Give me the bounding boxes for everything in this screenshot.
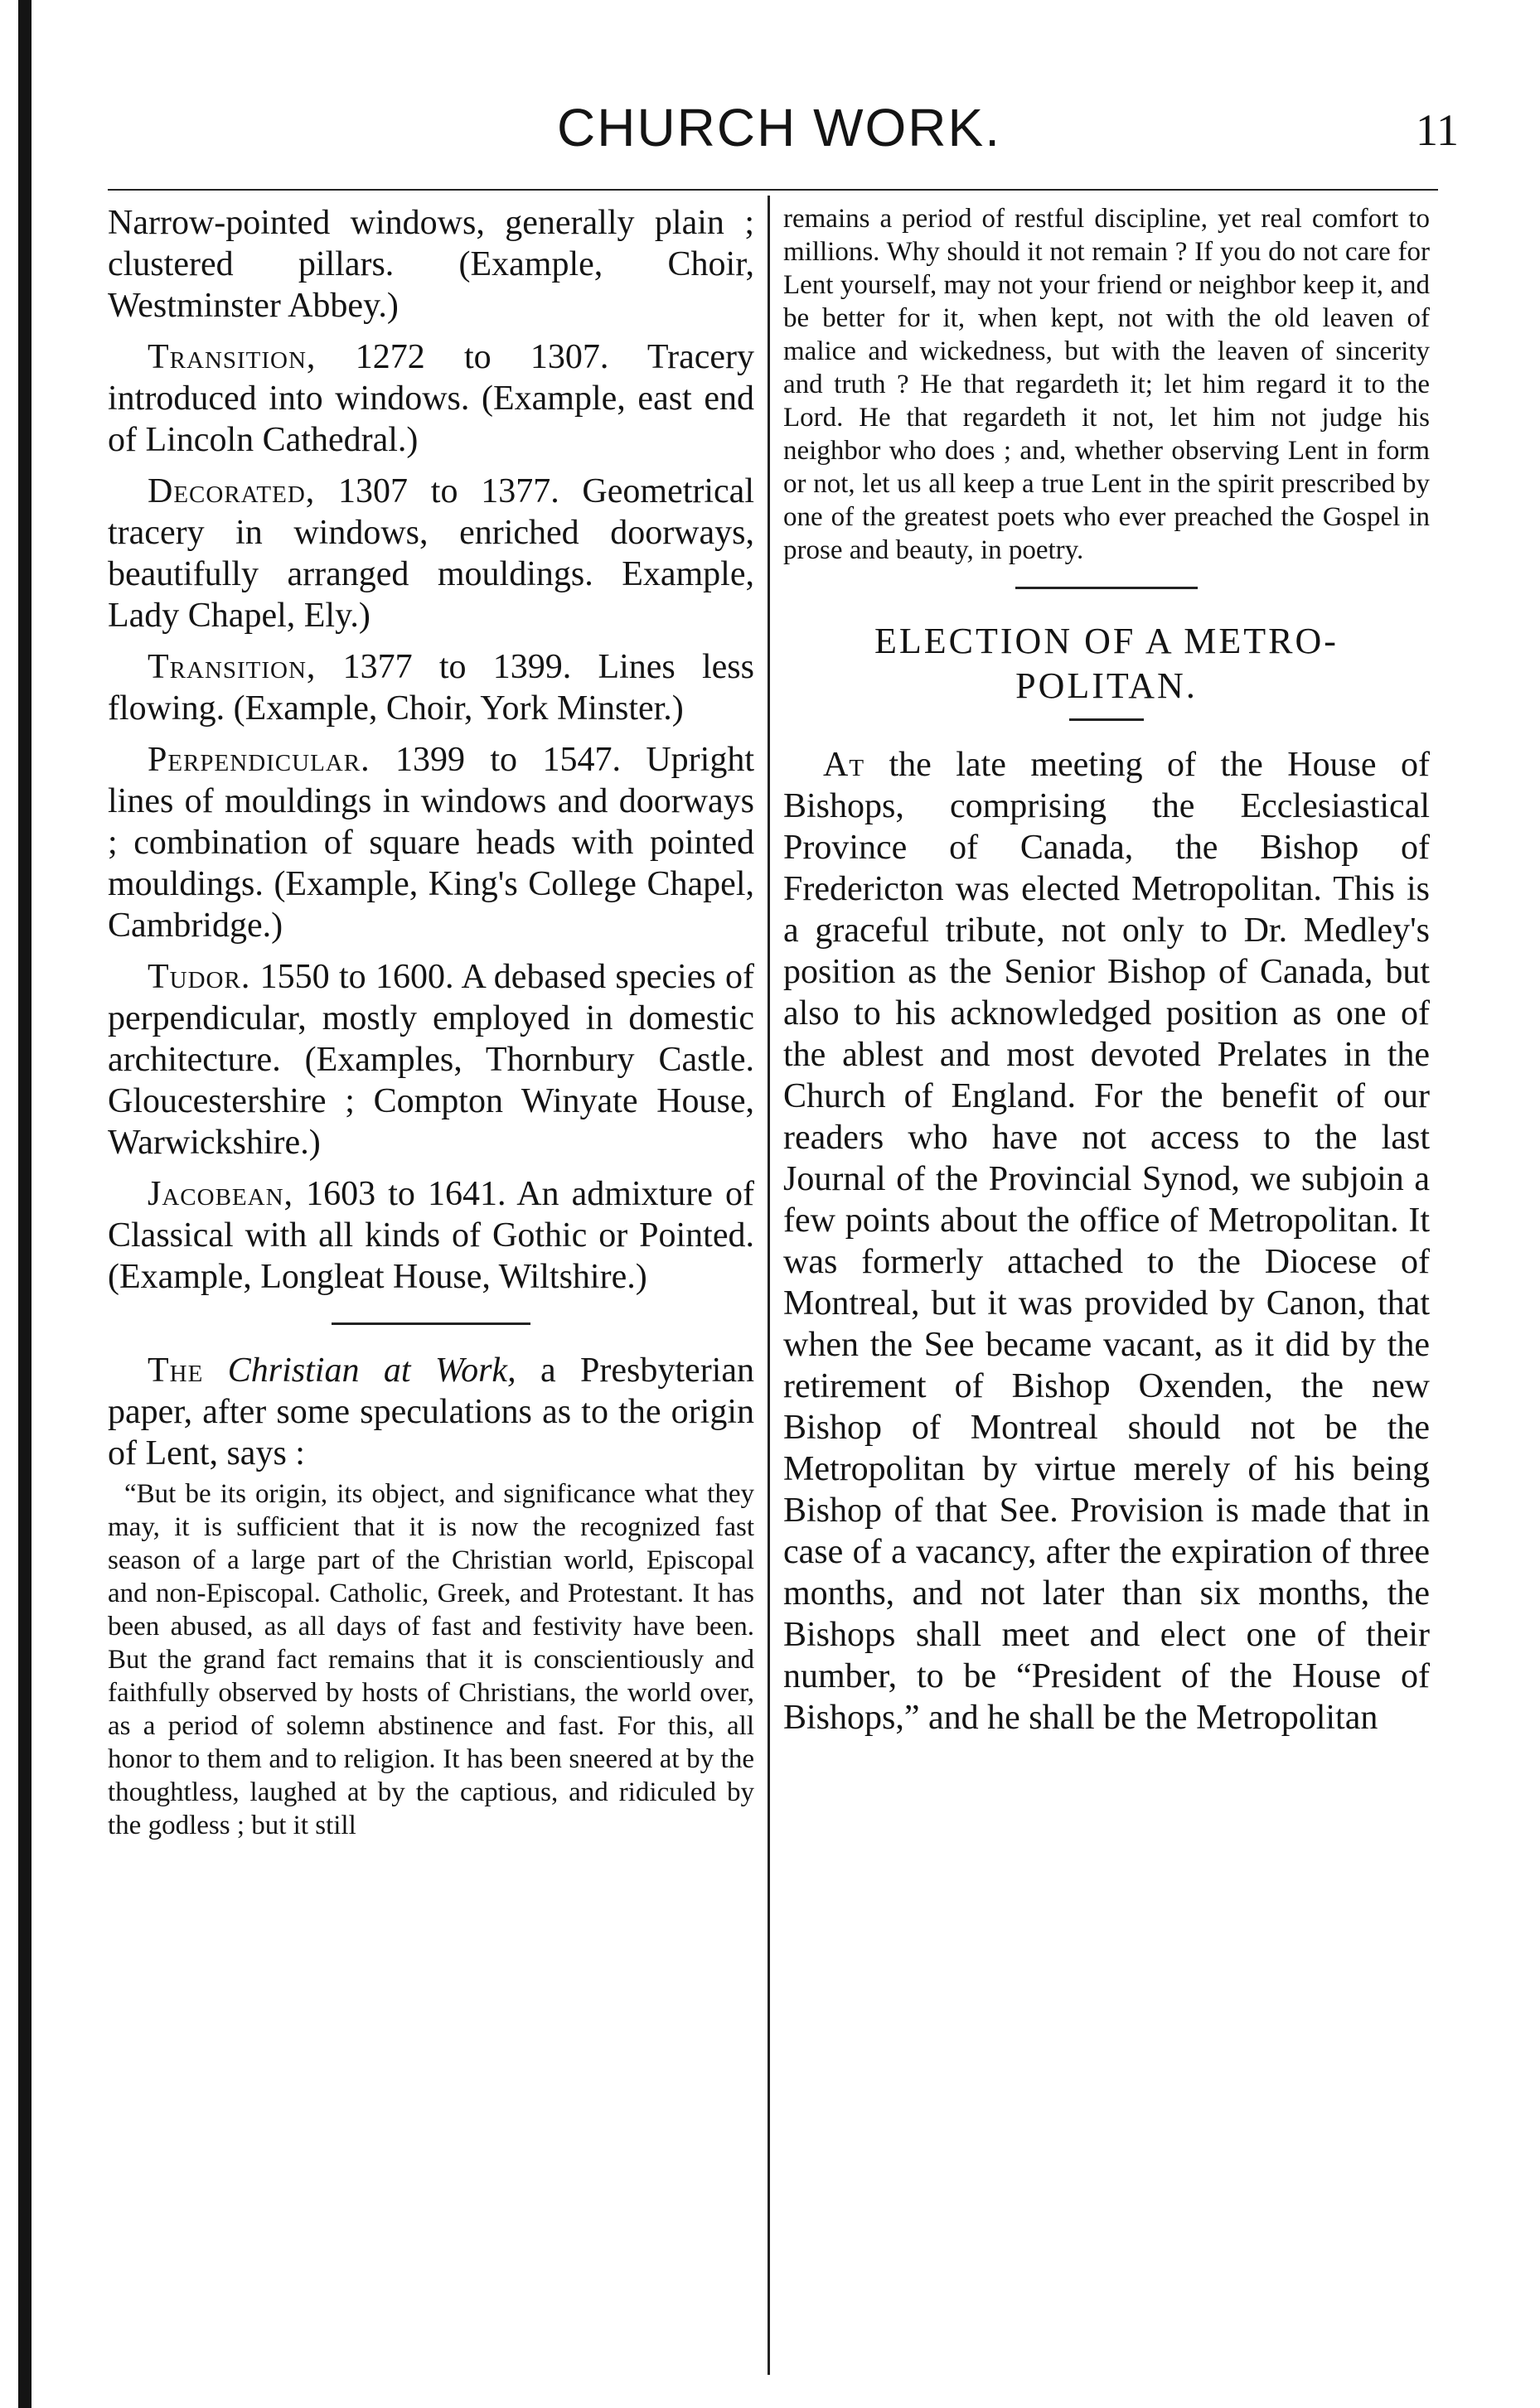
style-entry-perpendicular xyxy=(108,739,754,946)
header-rule xyxy=(108,189,1438,191)
running-head: CHURCH WORK. xyxy=(557,98,1001,157)
periodical-title: Christian at Work, xyxy=(227,1351,516,1390)
section-separator xyxy=(1015,587,1198,589)
style-entry-decorated xyxy=(108,471,754,636)
style-entry-jacobean xyxy=(108,1173,754,1298)
entry-label: Decorated, xyxy=(148,472,316,510)
entry-label: Transition, xyxy=(148,648,317,686)
style-entry-transition-2 xyxy=(108,646,754,729)
entry-text: 1603 to 1641. An admixture of Classical with all kinds of Gothic or Pointed. (Example, Longleat House, Wiltshire.) xyxy=(108,1175,754,1296)
entry-text: 1399 to 1547. Upright lines of mouldings in windows and doorways ; combination of square heads with pointed mouldings. (Example, King's College Chapel, Cambridge.) xyxy=(108,741,754,945)
left-column xyxy=(108,202,754,1842)
entry-text: 1550 to 1600. A debased species of perpendicular, mostly employed in domestic architecture. (Examples, Thornbury Castle. Gloucestershire ; Compton Winyate House, Warwickshire.) xyxy=(108,958,754,1162)
intro-text: a Presbyterian paper, after some speculations as to the origin of Lent, says : xyxy=(108,1351,754,1472)
christian-at-work-intro xyxy=(108,1350,754,1474)
entry-label: Jacobean, xyxy=(148,1175,294,1213)
style-entry-tudor xyxy=(108,956,754,1163)
entry-label: Perpendicular. xyxy=(148,741,370,779)
section-title xyxy=(783,619,1430,708)
column-divider xyxy=(768,196,770,2375)
intro-paragraph: Narrow-pointed windows, generally plain ; clustered pillars. (Example, Choir, Westminster Abbey.) xyxy=(108,204,754,325)
page-number: 11 xyxy=(1416,105,1459,155)
entry-text: 1307 to 1377. Geometrical tracery in windows, enriched doorways, beautifully arranged mouldings. Example, Lady Chapel, Ely.) xyxy=(108,472,754,635)
style-entry-transition-1 xyxy=(108,336,754,461)
lead-word: At xyxy=(823,746,865,784)
entry-text: 1377 to 1399. Lines less flowing. (Example, Choir, York Minster.) xyxy=(108,648,754,728)
entry-label: Tudor. xyxy=(148,958,251,996)
lent-quotation-continued: remains a period of restful discipline, yet real comfort to millions. Why should it not remain ? If you do not care for Lent yourself, may not your friend or neighbor keep it, and be better for it, when kept, not with the old leaven of malice and wickedness, but with the leaven of sincerity and truth ? He that regardeth it; let him regard it to the Lord. He that regardeth it not, let him not judge his neighbor who does ; and, whether observing Lent in form or not, let us all keep a true Lent in the spirit prescribed by one of the greatest poets who ever preached the Gospel in prose and beauty, in poetry. xyxy=(783,204,1430,565)
right-column xyxy=(783,202,1430,1738)
section-title-line-2: POLITAN. xyxy=(1015,665,1198,706)
section-title-line-1: ELECTION OF A METRO- xyxy=(874,621,1339,661)
lent-quotation: “But be its origin, its object, and significance what they may, it is sufficient that it is now the recognized fast season of a large part of the Christian world, Episcopal and non-Episcopal. Catholic, Greek, and Protestant. It has been abused, as all days of fast and festivity have been. But the grand fact remains that it is conscientiously and faithfully observed by hosts of Christians, the world over, as a period of solemn abstinence and fast. For this, all honor to them and to religion. It has been sneered at by the thoughtless, laughed at by the captious, and ridiculed by the godless ; but it still xyxy=(108,1479,754,1840)
lead-word: The xyxy=(148,1351,204,1390)
entry-text: 1272 to 1307. Tracery introduced into windows. (Example, east end of Lincoln Cathedral.) xyxy=(108,338,754,459)
metropolitan-article xyxy=(783,744,1430,1738)
title-underline xyxy=(1069,718,1144,721)
entry-label: Transition, xyxy=(148,338,317,376)
section-separator xyxy=(332,1322,530,1325)
binding-edge xyxy=(18,0,31,2408)
article-text: the late meeting of the House of Bishops, comprising the Ecclesiastical Province of Canada, the Bishop of Fredericton was elected Metropolitan. This is a graceful tribute, not only to Dr. Medley's position as the Senior Bishop of Canada, but also to his acknowledged position as one of the ablest and most devoted Prelates in the Church of England. For the benefit of our readers who have not access to the last Journal of the Provincial Synod, we subjoin a few points about the office of Metropolitan. It was formerly attached to the Diocese of Montreal, but it was provided by Canon, that when the See became vacant, as it did by the retirement of Bishop Oxenden, the new Bishop of Montreal should not be the Metropolitan by virtue merely of his being Bishop of that See. Provision is made that in case of a vacancy, after the expiration of three months, and not later than six months, the Bishops shall meet and elect one of their number, to be “President of the House of Bishops,” and he shall be the Metropolitan xyxy=(783,746,1430,1737)
